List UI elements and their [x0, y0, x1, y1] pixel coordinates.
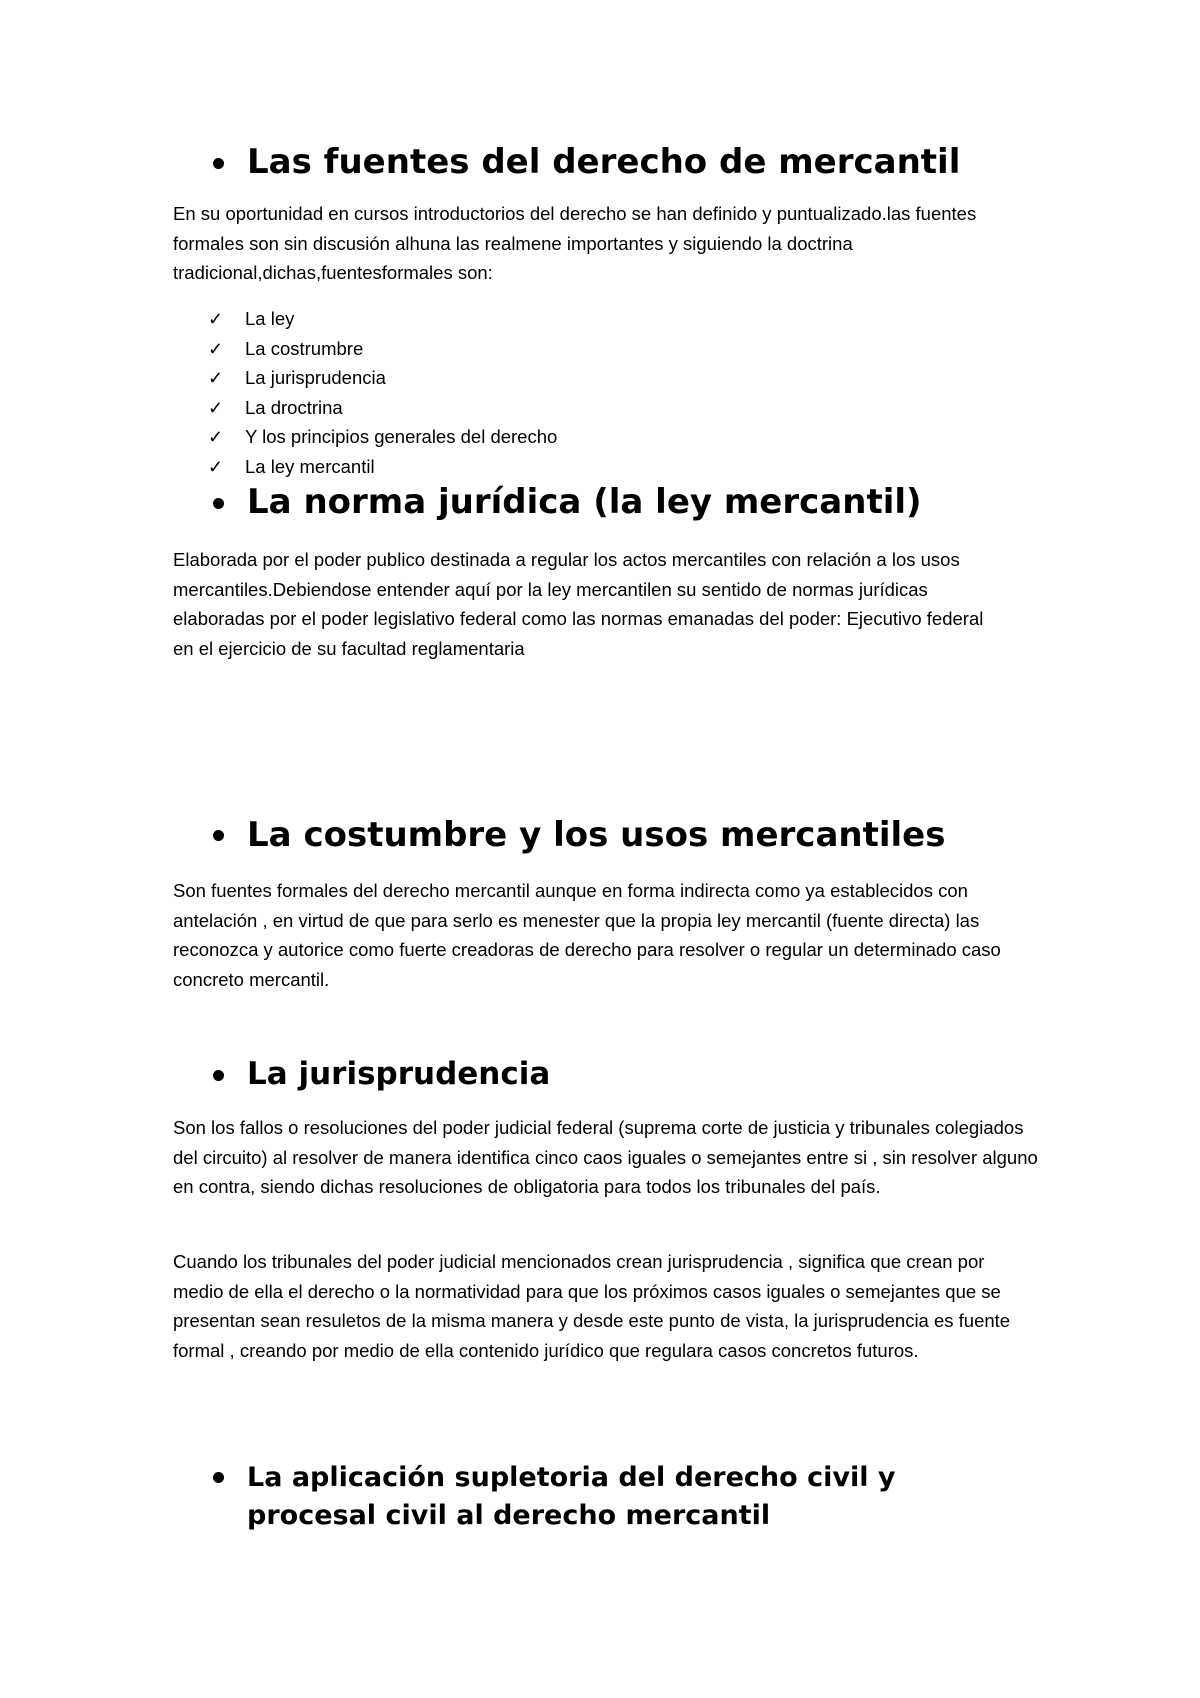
bullet-icon — [213, 158, 224, 169]
sources-checklist — [208, 304, 557, 481]
bullet-icon — [213, 830, 224, 841]
checkmark-icon: ✓ — [208, 456, 224, 477]
checkmark-icon: ✓ — [208, 309, 224, 329]
section-paragraph-jurisprudencia-2: Cuando los tribunales del poder judicial mencionados crean jurisprudencia , significa que crean por medio de ella el derecho o la normatividad para que los próximos casos iguales o semejantes que se presentan sean resuletos de la misma manera y desde este punto de vista, la jurisprudencia es fuente formal , creando por medio de ella contenido jurídico que regulara casos concretos futuros. — [173, 1251, 1011, 1361]
bullet-icon — [213, 1472, 224, 1483]
section-heading-costumbre: La costumbre y los usos mercantiles — [247, 815, 946, 855]
checkmark-icon: ✓ — [208, 368, 224, 388]
section-heading-jurisprudencia: La jurisprudencia — [247, 1056, 551, 1092]
section-heading-aplicacion-supletoria: La aplicación supletoria del derecho civil y procesal civil al derecho mercantil — [247, 1462, 896, 1531]
section-heading-fuentes: Las fuentes del derecho de mercantil — [247, 142, 961, 182]
section-paragraph-costumbre: Son fuentes formales del derecho mercantil aunque en forma indirecta como ya establecidos con antelación , en virtud de que para serlo es menester que la propia ley mercantil (fuente directa) las reconozca y autorice como fuerte creadoras de derecho para resolver o regular un determinado caso concreto mercantil. — [173, 880, 1001, 990]
section-heading-norma: La norma jurídica (la ley mercantil) — [247, 482, 922, 522]
list-item: ✓ La costrumbre — [208, 334, 557, 364]
bullet-icon — [213, 498, 224, 509]
section-paragraph-norma: Elaborada por el poder publico destinada a regular los actos mercantiles con relación a los usos mercantiles.Debiendose entender aquí por la ley mercantilen su sentido de normas jurídicas elaboradas por el poder legislativo federal como las normas emanadas del poder: Ejecutivo federal en el ejercicio de su facultad reglamentaria — [173, 549, 984, 659]
list-item: ✓ La drоctrina — [208, 393, 557, 423]
section-paragraph-jurisprudencia: Son los fallos o resoluciones del poder judicial federal (suprema corte de justicia y tribunales colegiados del circuito) al resolver de manera identifica cinco caos iguales o semejantes entre si , sin resolver alguno en contra, siendo dichas resoluciones de obligatoria para todos los tribunales del país. — [173, 1117, 1038, 1197]
list-item: ✓ Y los principios generales del derecho — [208, 422, 557, 452]
checkmark-icon: ✓ — [208, 397, 224, 418]
checkmark-icon: ✓ — [208, 427, 224, 447]
section-paragraph-fuentes: En su oportunidad en cursos introductorios del derecho se han definido y puntualizado.las fuentes formales son sin discusión alhuna las realmene importantes y siguiendo la doctrina tradicional,dichas,fuentesformales son: — [173, 203, 977, 283]
list-item: ✓ La ley — [208, 304, 557, 334]
bullet-icon — [213, 1070, 224, 1081]
list-item: ✓ La ley mercantil — [208, 452, 557, 482]
list-item: ✓ La jurisprudencia — [208, 363, 557, 393]
checkmark-icon: ✓ — [208, 338, 224, 359]
